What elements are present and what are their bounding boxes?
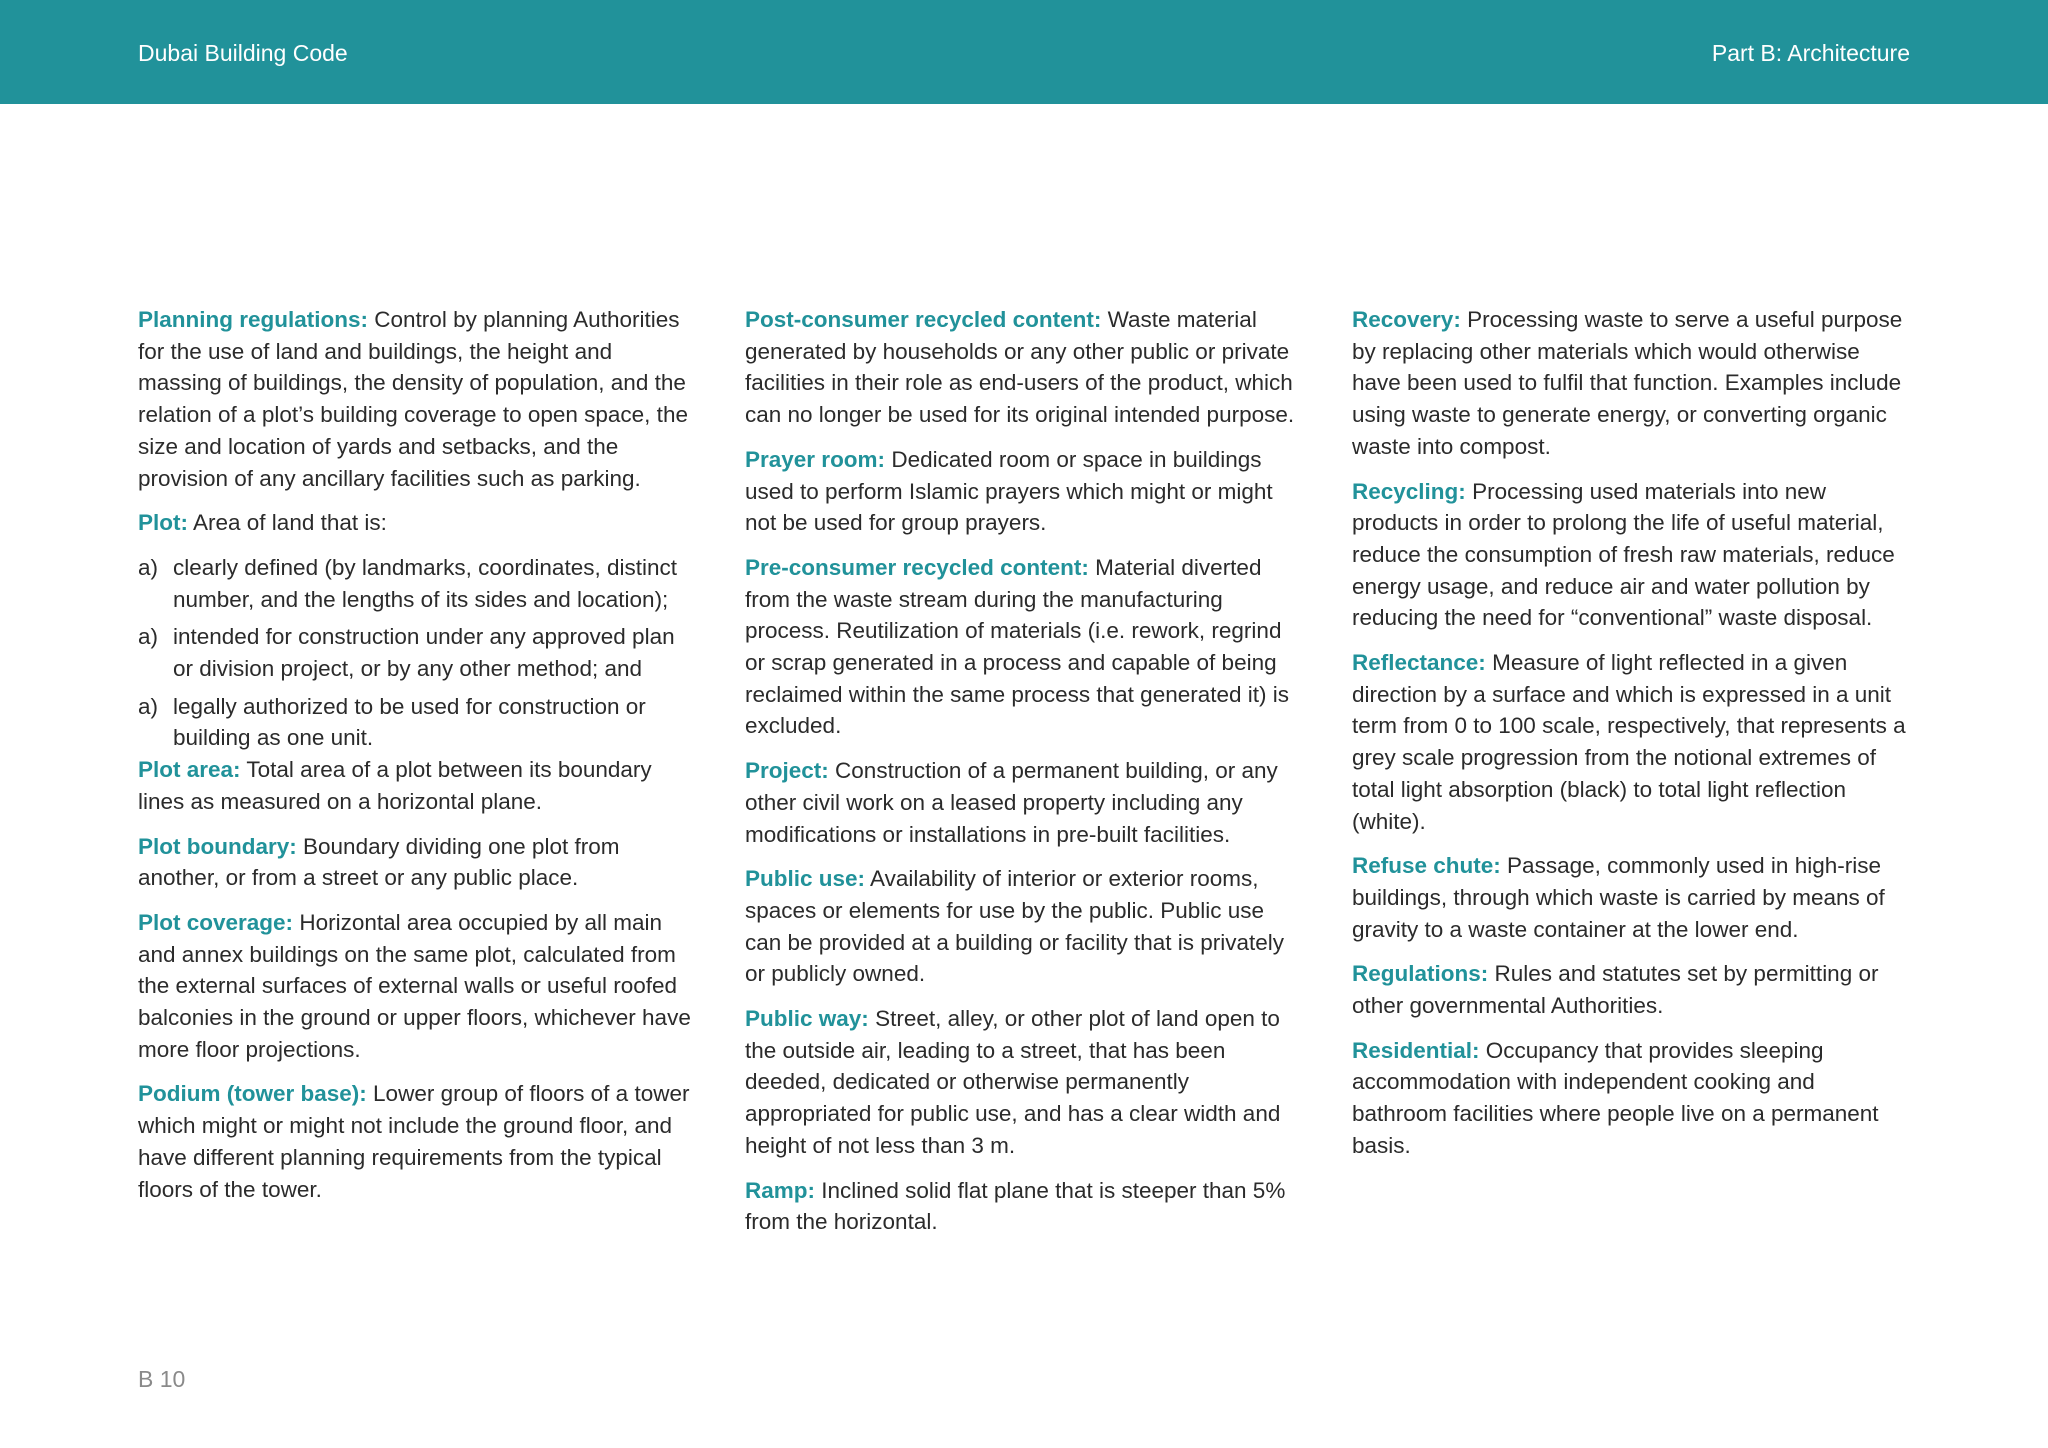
list-marker: a) bbox=[138, 624, 159, 650]
definition-text: Measure of light reflected in a given direction by a surface and which is expressed in a unit term from 0 to 100 scale, respectively, that represents a grey scale progression from the notional extremes of total light absorption (black) to total light reflection (white). bbox=[1352, 650, 1906, 834]
definitions-column-2 bbox=[745, 304, 1305, 1251]
definition-text: Control by planning Authorities for the use of land and buildings, the height and massing of buildings, the density of population, and the relation of a plot’s building coverage to open space, the size and location of yards and setbacks, and the provision of any ancillary facilities such as parking. bbox=[138, 307, 688, 491]
term: Plot coverage: bbox=[138, 909, 294, 935]
definition-public-use bbox=[745, 863, 1305, 990]
list-item bbox=[138, 691, 698, 754]
definition-text: Material diverted from the waste stream during the manufacturing process. Reutilization of materials (i.e. rework, regrind or scrap generated in a process and capable of being reclaimed within the same process that generated it) is excluded. bbox=[745, 554, 1290, 739]
term: Plot: bbox=[138, 510, 188, 536]
term: Prayer room: bbox=[745, 446, 886, 472]
definition-recycling bbox=[1352, 476, 1912, 635]
definition-residential bbox=[1352, 1035, 1912, 1162]
list-item bbox=[138, 552, 698, 615]
definition-refuse-chute bbox=[1352, 850, 1912, 945]
definition-ramp bbox=[745, 1175, 1305, 1238]
list-item-text: legally authorized to be used for construction or building as one unit. bbox=[173, 693, 646, 751]
definition-plot bbox=[138, 507, 698, 539]
definition-pre-consumer-recycled-content bbox=[745, 552, 1305, 742]
term: Recycling: bbox=[1352, 478, 1466, 504]
term: Residential: bbox=[1352, 1037, 1480, 1063]
definition-public-way bbox=[745, 1003, 1305, 1162]
term: Public way: bbox=[745, 1006, 869, 1032]
definition-plot-coverage bbox=[138, 907, 698, 1066]
definition-project bbox=[745, 755, 1305, 850]
list-item-text: clearly defined (by landmarks, coordinates, distinct number, and the lengths of its sides and location); bbox=[173, 554, 677, 612]
definition-text: Total area of a plot between its boundary lines as measured on a horizontal plane. bbox=[138, 757, 652, 814]
term: Post-consumer recycled content: bbox=[745, 307, 1102, 332]
definition-text: Construction of a permanent building, or any other civil work on a leased property including any modifications or installations in pre-built facilities. bbox=[745, 758, 1278, 847]
list-item-text: intended for construction under any approved plan or division project, or by any other method; and bbox=[173, 624, 675, 682]
term: Pre-consumer recycled content: bbox=[745, 554, 1089, 580]
term: Refuse chute: bbox=[1352, 853, 1501, 879]
term: Reflectance: bbox=[1352, 650, 1486, 676]
term: Planning regulations: bbox=[138, 307, 369, 332]
definition-plot-area bbox=[138, 754, 698, 817]
definition-text: Processing used materials into new products in order to prolong the life of useful material, reduce the consumption of fresh raw materials, reduce energy usage, and reduce air and water pollution by reducing the need for “conventional” waste disposal. bbox=[1352, 478, 1895, 631]
definitions-column-3 bbox=[1352, 304, 1912, 1175]
definition-text: Waste material generated by households or any other public or private facilities in their role as end-users of the product, which can no longer be used for its original intended purpose. bbox=[745, 307, 1295, 428]
definition-text: Inclined solid flat plane that is steeper than 5% from the horizontal. bbox=[745, 1177, 1286, 1235]
term: Plot area: bbox=[138, 757, 241, 783]
definition-text: Rules and statutes set by permitting or other governmental Authorities. bbox=[1352, 961, 1879, 1019]
definition-text: Area of land that is: bbox=[193, 510, 387, 536]
definition-text: Processing waste to serve a useful purpose by replacing other materials which would otherwise have been used to fulfil that function. Examples include using waste to generate energy, or converting organic waste into compost. bbox=[1352, 307, 1903, 459]
term: Ramp: bbox=[745, 1177, 816, 1203]
definition-text: Occupancy that provides sleeping accommodation with independent cooking and bathroom facilities where people live on a permanent basis. bbox=[1352, 1037, 1879, 1158]
definition-reflectance bbox=[1352, 647, 1912, 837]
definition-text: Street, alley, or other plot of land open to the outside air, leading to a street, that has been deeded, dedicated or otherwise permanently appropriated for public use, and has a clear width and height of not less than 3 m. bbox=[745, 1006, 1281, 1158]
term: Project: bbox=[745, 758, 829, 784]
term: Plot boundary: bbox=[138, 833, 297, 859]
term: Recovery: bbox=[1352, 307, 1461, 332]
definition-plot-boundary bbox=[138, 831, 698, 894]
term: Public use: bbox=[745, 866, 866, 892]
definition-text: Boundary dividing one plot from another, or from a street or any public place. bbox=[138, 833, 620, 891]
definition-post-consumer-recycled-content bbox=[745, 304, 1305, 431]
definition-text: Dedicated room or space in buildings used to perform Islamic prayers which might or might not be used for group prayers. bbox=[745, 446, 1273, 536]
definition-planning-regulations bbox=[138, 304, 698, 494]
definition-text: Lower group of floors of a tower which might or might not include the ground floor, and have different planning requirements from the typical floors of the tower. bbox=[138, 1081, 690, 1202]
definition-text: Availability of interior or exterior rooms, spaces or elements for use by the public. Public use can be provided at a building or facility that is privately or publicly owned. bbox=[745, 866, 1285, 987]
definition-regulations bbox=[1352, 958, 1912, 1021]
definition-text: Passage, commonly used in high-rise buildings, through which waste is carried by means of gravity to a waste container at the lower end. bbox=[1352, 853, 1885, 942]
list-item bbox=[138, 621, 698, 684]
definition-recovery bbox=[1352, 304, 1912, 463]
definition-prayer-room bbox=[745, 444, 1305, 539]
definitions-column-1 bbox=[138, 304, 698, 1218]
list-marker: a) bbox=[138, 693, 159, 719]
page-header bbox=[0, 0, 2048, 104]
list-marker: a) bbox=[138, 554, 159, 580]
definition-text: Horizontal area occupied by all main and annex buildings on the same plot, calculated from the external surfaces of external walls or useful roofed balconies in the ground or upper floors, whichever have more floor projections. bbox=[138, 909, 691, 1062]
document-title: Dubai Building Code bbox=[138, 40, 348, 66]
term: Regulations: bbox=[1352, 961, 1489, 987]
section-title: Part B: Architecture bbox=[1711, 40, 1910, 66]
term: Podium (tower base): bbox=[138, 1081, 367, 1107]
page-number: B 10 bbox=[138, 1366, 186, 1392]
definition-podium bbox=[138, 1078, 698, 1205]
